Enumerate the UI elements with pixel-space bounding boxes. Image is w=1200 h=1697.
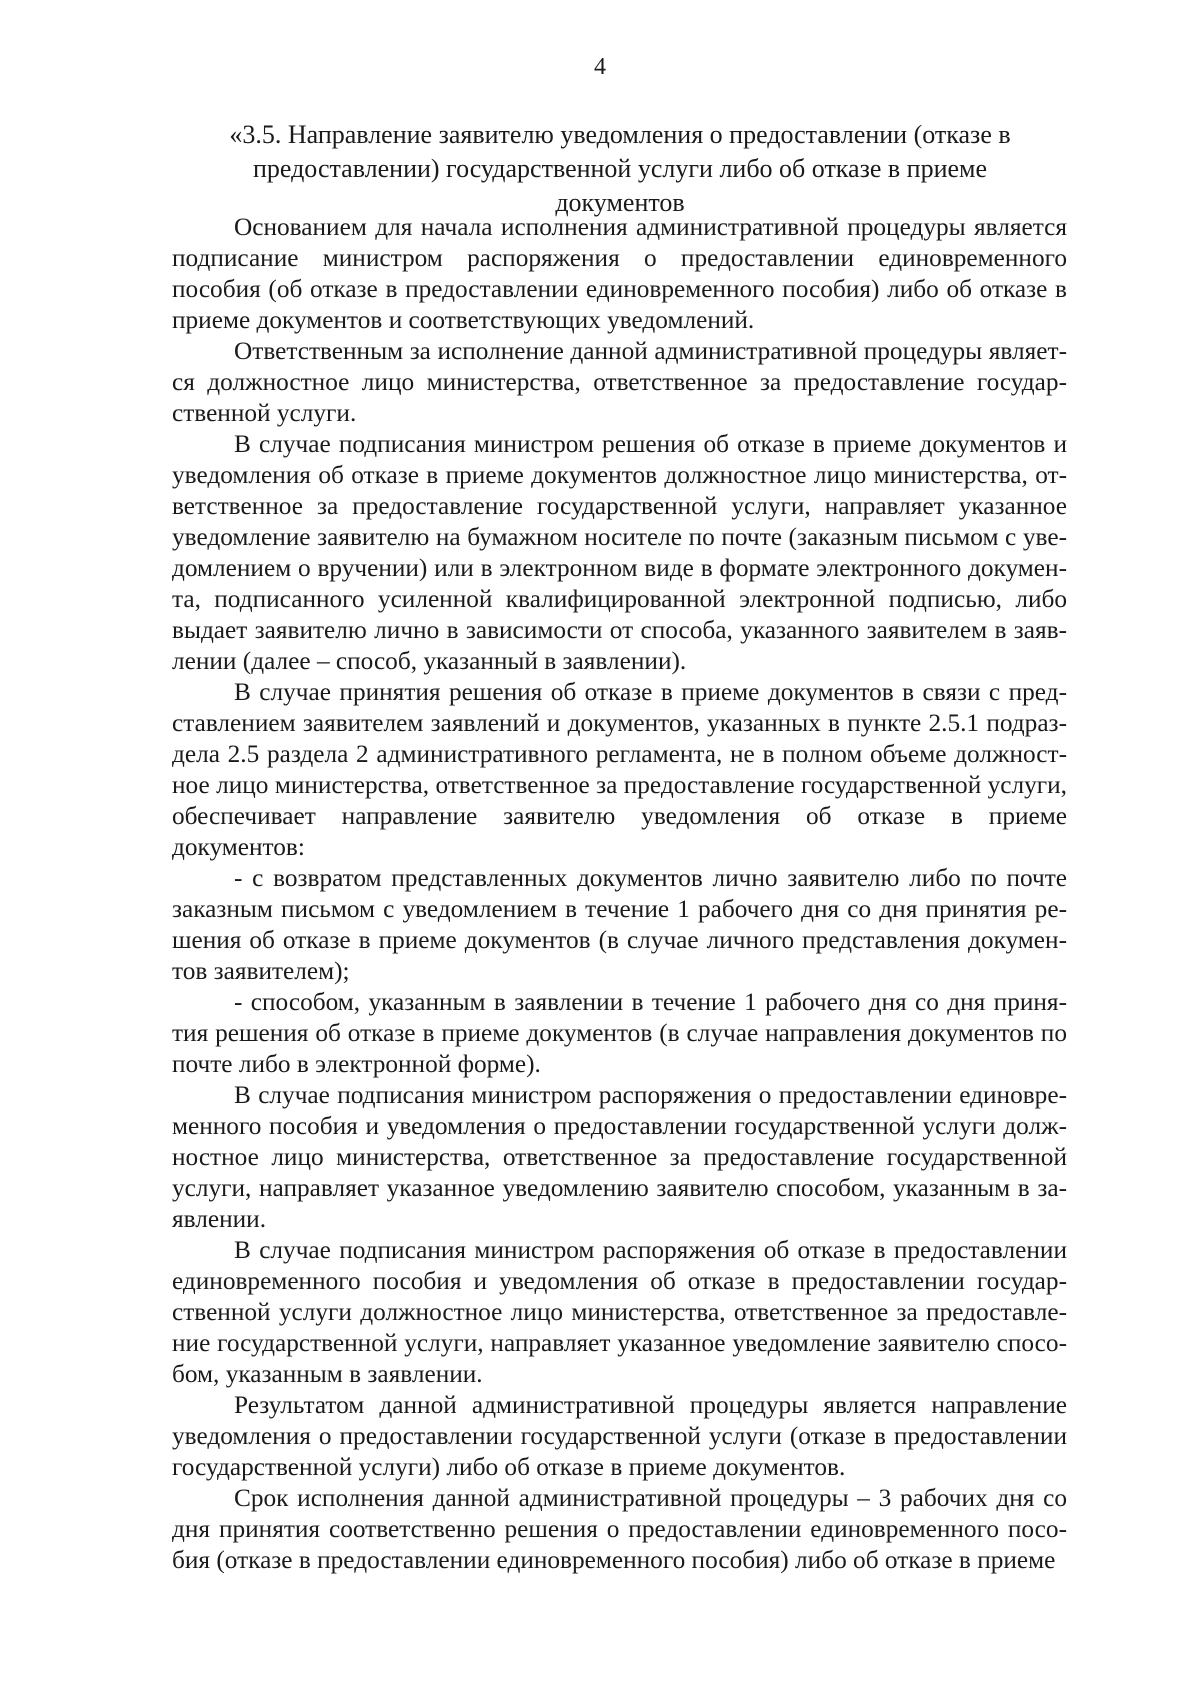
paragraph-return-documents: - с возвратом представленных документов лично заявителю либо по почте заказным письмом с уведомлением в течение 1 рабочего дня со дня принятия решения об отказе в приеме документов (в случае личного представления документов заявителем); <box>172 864 1067 985</box>
paragraph-result: Результатом данной административной процедуры является направление уведомления о предоставлении государственной услуги (отказе в предоставлении государственной услуги) либо об отказе в приеме документов. <box>172 1391 1067 1481</box>
paragraph-grant-signing: В случае подписания министром распоряжения о предоставлении единовременного пособия и уведомления о предоставлении государственной услуги должностное лицо министерства, ответственное за предоставление государственной услуги, направляет указанное уведомлению заявителю способом, указанным в заявлении. <box>172 1081 1067 1233</box>
paragraph-deadline: Срок исполнения данной административной процедуры – 3 рабочих дня со дня принятия соответственно решения о предоставлении единовременного пособия (отказе в предоставлении единовременного пособия) либо об отказе в приеме <box>172 1484 1067 1574</box>
paragraph-method-in-application: - способом, указанным в заявлении в течение 1 рабочего дня со дня принятия решения об отказе в приеме документов (в случае направления документов по почте либо в электронной форме). <box>172 988 1067 1078</box>
document-body <box>172 212 1067 1576</box>
page-number: 4 <box>594 54 606 80</box>
section-heading: «3.5. Направление заявителю уведомления о предоставлении (отказе в предоставлении) государственной услуги либо об отказе в приеме документов <box>229 120 1011 217</box>
paragraph-incomplete-documents: В случае принятия решения об отказе в приеме документов в связи с представлением заявителем заявлений и документов, указанных в пункте 2.5.1 подраздела 2.5 раздела 2 административного регламента, не в полном объеме должностное лицо министерства, ответственное за предоставление государственной услуги, обеспечивает направление заявителю уведомления об отказе в приеме документов: <box>172 678 1067 861</box>
paragraph-responsible: Ответственным за исполнение данной административной процедуры является должностное лицо министерства, ответственное за предоставление государственной услуги. <box>172 337 1067 427</box>
paragraph-denial-signing: В случае подписания министром распоряжения об отказе в предоставлении единовременного пособия и уведомления об отказе в предоставлении государственной услуги должностное лицо министерства, ответственное за предоставление государственной услуги, направляет указанное уведомление заявителю способом, указанным в заявлении. <box>172 1236 1067 1388</box>
paragraph-basis: Основанием для начала исполнения административной процедуры является подписание министром распоряжения о предоставлении единовременного пособия (об отказе в предоставлении единовременного пособия) либо об отказе в приеме документов и соответствующих уведомлений. <box>172 213 1067 334</box>
paragraph-refusal-signing: В случае подписания министром решения об отказе в приеме документов и уведомления об отказе в приеме документов должностное лицо министерства, ответственное за предоставление государственной услуги, направляет указанное уведомление заявителю на бумажном носителе по почте (заказным письмом с уведомлением о вручении) или в электронном виде в формате электронного документа, подписанного усиленной квалифицированной электронной подписью, либо выдает заявителю лично в зависимости от способа, указанного заявителем в заявлении (далее – способ, указанный в заявлении). <box>172 430 1067 675</box>
